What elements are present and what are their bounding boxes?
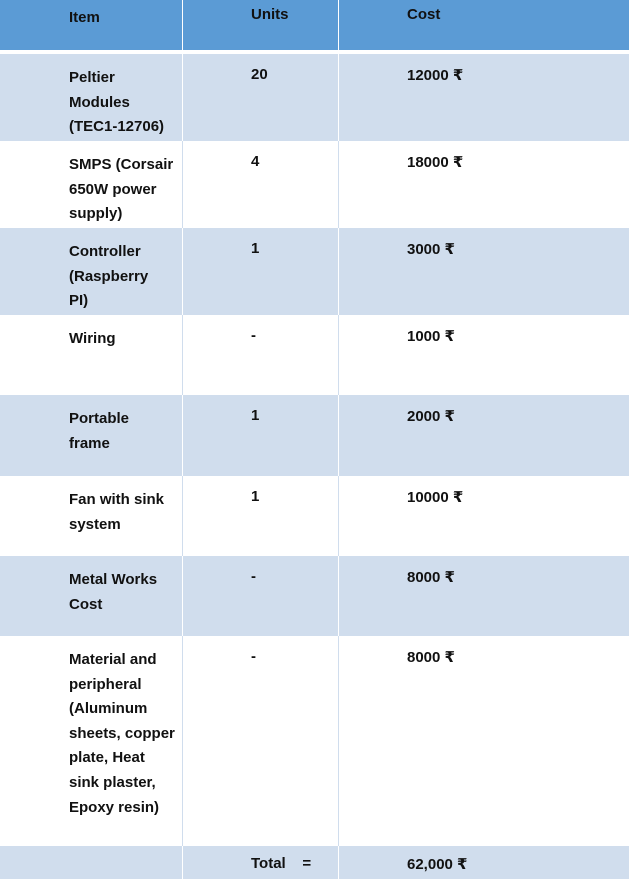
cost-cell: 8000 ₹ — [407, 649, 455, 666]
item-cell: SMPS (Corsair 650W power supply) — [69, 156, 174, 223]
header-units: Units — [251, 6, 289, 23]
table-row — [0, 141, 629, 228]
table-row — [0, 315, 629, 395]
cost-cell: 10000 ₹ — [407, 489, 464, 506]
table-row — [0, 636, 629, 846]
cost-cell: 18000 ₹ — [407, 154, 464, 171]
item-cell: Peltier Modules (TEC1-12706) — [69, 69, 165, 136]
header-cost: Cost — [407, 6, 441, 23]
table-row — [0, 228, 629, 315]
units-cell: - — [251, 648, 256, 665]
cost-cell: 3000 ₹ — [407, 241, 455, 258]
cost-cell: 2000 ₹ — [407, 408, 455, 425]
units-cell: 20 — [251, 66, 268, 83]
cost-cell: 1000 ₹ — [407, 328, 455, 345]
units-cell: 1 — [251, 488, 260, 505]
item-cell: Fan with sink system — [69, 491, 165, 533]
item-cell: Metal Works Cost — [69, 571, 158, 613]
header-item: Item — [69, 9, 100, 26]
total-row — [0, 846, 629, 879]
total-cost: 62,000 ₹ — [407, 856, 468, 873]
cost-cell: 8000 ₹ — [407, 569, 455, 586]
item-cell: Controller (Raspberry PI) — [69, 243, 149, 310]
table-row — [0, 54, 629, 141]
table-row — [0, 476, 629, 556]
total-label: Total = — [251, 855, 312, 872]
total-item-cell — [0, 846, 182, 879]
units-cell: 1 — [251, 407, 260, 424]
table-header-row — [0, 0, 629, 50]
item-cell: Material and peripheral (Aluminum sheets, copper plate, Heat sink plaster, Epoxy resin) — [69, 651, 175, 816]
item-cell: Wiring — [69, 330, 116, 347]
item-cell: Portable frame — [69, 410, 130, 452]
units-cell: 4 — [251, 153, 260, 170]
table-row — [0, 556, 629, 636]
units-cell: - — [251, 327, 256, 344]
units-cell: - — [251, 568, 256, 585]
table-row — [0, 395, 629, 476]
units-cell: 1 — [251, 240, 260, 257]
cost-cell: 12000 ₹ — [407, 67, 464, 84]
